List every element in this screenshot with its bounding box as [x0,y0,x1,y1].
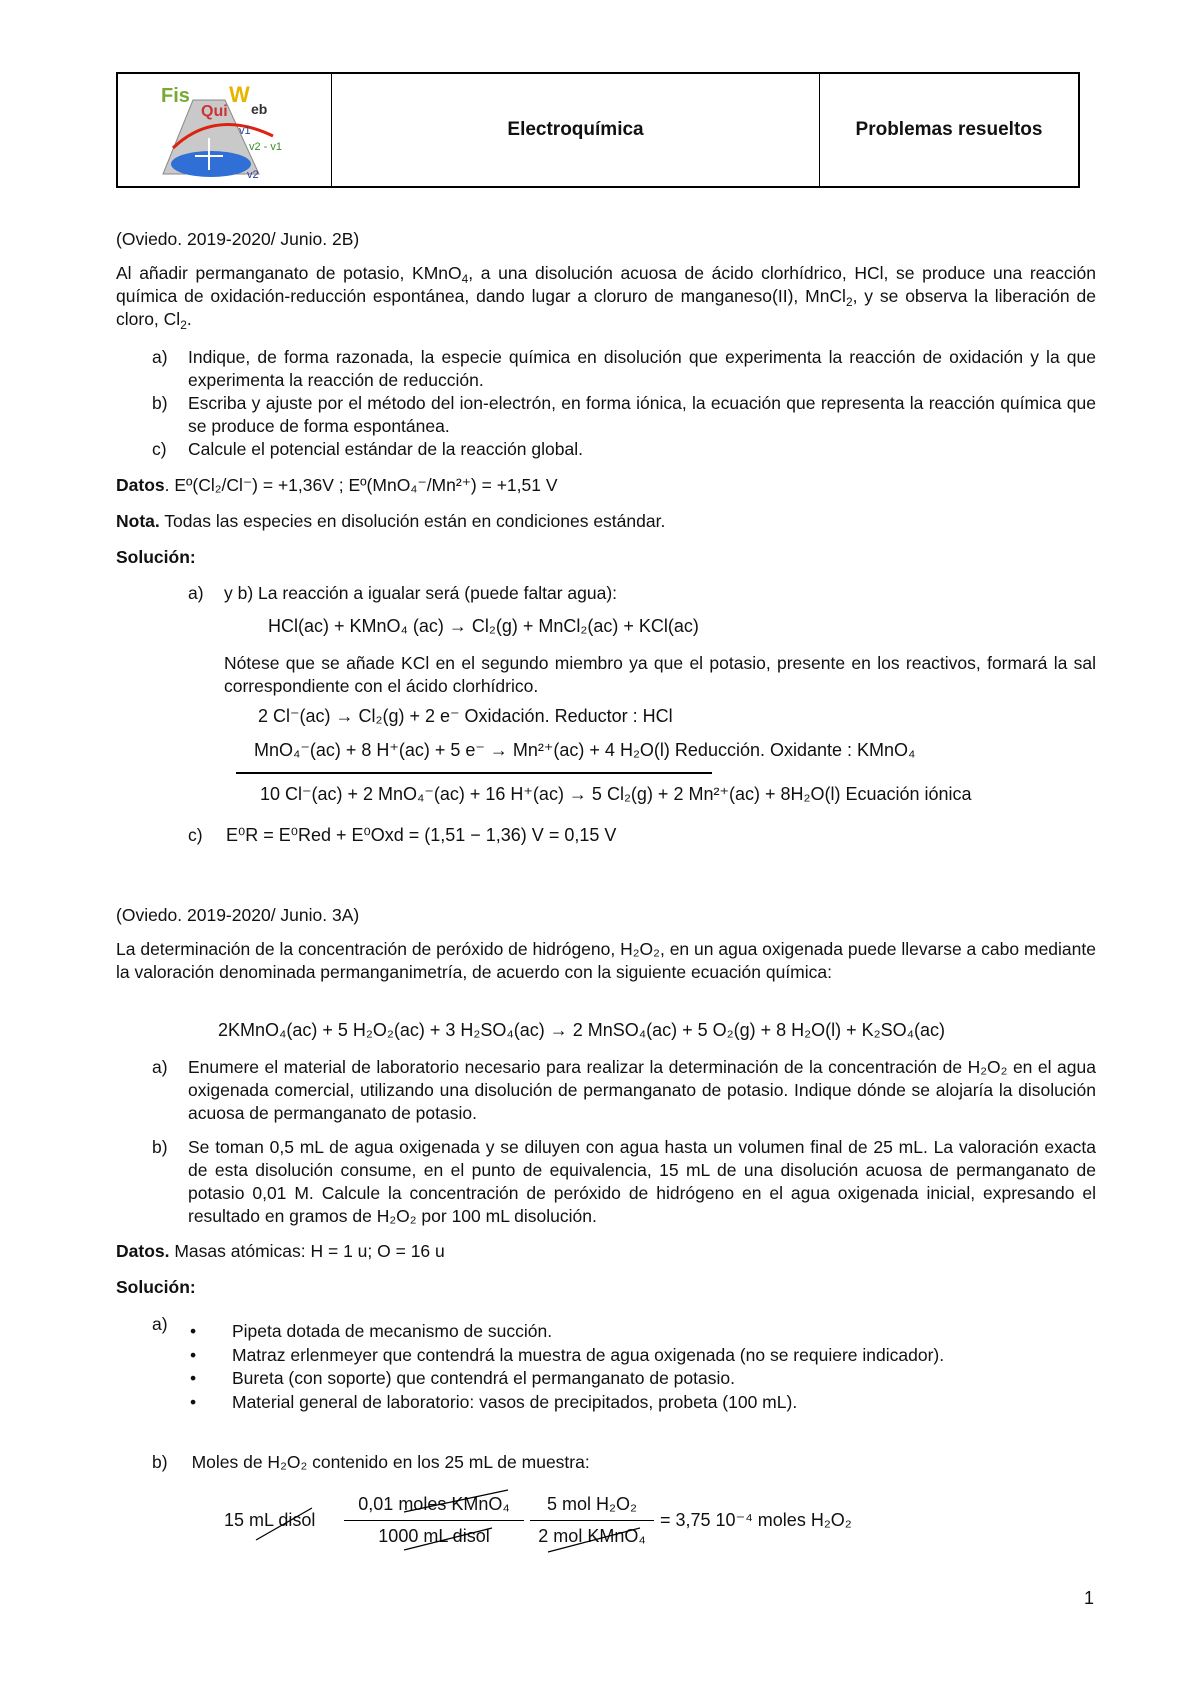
problem1-item-c: c) Calcule el potencial estándar de la reacción global. [152,439,583,459]
problem1-item-b: b) Escriba y ajuste por el método del ion-electrón, en forma iónica, la ecuación que representa la reacción química que se produce de forma espontánea. [152,393,1096,436]
problem1-datos: Datos. Eº(Cl₂/Cl⁻) = +1,36V ; Eº(MnO₄⁻/Mn²⁺) = +1,51 V [116,475,558,495]
problem1-equation-main: HCl(ac) + KMnO₄ (ac) → Cl₂(g) + MnCl₂(ac) + KCl(ac) [268,616,699,636]
svg-text:Qui: Qui [200,103,228,120]
problem2-equation: 2KMnO₄(ac) + 5 H₂O₂(ac) + 3 H₂SO₄(ac) → 2 MnSO₄(ac) + 5 O₂(g) + 8 H₂O(l) + K₂SO₄(ac) [218,1020,945,1040]
problem2-item-a: a) Enumere el material de laboratorio necesario para realizar la determinación de la concentración de H₂O₂ en el agua oxigenada comercial, utilizando una disolución de permanganato de potasio. Indique dónde se alojaría la disolución acuosa de permanganato de potasio. [152,1057,1096,1123]
svg-text:v1: v1 [238,125,251,137]
svg-text:Fis: Fis [160,85,190,107]
problem1-half-reduction: MnO₄⁻(ac) + 8 H⁺(ac) + 5 e⁻ → Mn²⁺(ac) + 4 H₂O(l) Reducción. Oxidante : KMnO₄ [254,740,916,760]
calc-lead: 15 mL disol [224,1510,316,1530]
bullet-icon: • [190,1345,197,1365]
bullet-icon: • [190,1392,197,1412]
problem2-solucion-label: Solución: [116,1277,196,1297]
problem2-sol-a-letter: a) [152,1314,168,1334]
svg-text:W: W [228,82,250,107]
problem1-item-a: a) Indique, de forma razonada, la especie química en disolución que experimenta la reacción de oxidación y la que experimenta la reacción de reducción. [152,347,1096,390]
problem1-global-equation: 10 Cl⁻(ac) + 2 MnO₄⁻(ac) + 16 H⁺(ac) → 5 Cl₂(g) + 2 Mn²⁺(ac) + 8H₂O(l) Ecuación iónica [260,784,972,804]
problem1-intro: Al añadir permanganato de potasio, KMnO$_4$, a una disolución acuosa de ácido clorhídrico, HCl, se produce una reacción química de oxidación-reducción espontánea, dando lugar a cloruro de manganeso(II), MnCl$_2$, y se observa la liberación de cloro, $Cl_2$. [116,263,1096,333]
calc-frac2-denominator: 2 mol KMnO₄ [538,1526,646,1546]
problem1-half-oxidation: 2 Cl⁻(ac) → Cl₂(g) + 2 e⁻ Oxidación. Reductor : HCl [258,706,673,726]
problem1-solucion-label: Solución: [116,547,196,567]
bullet-icon: • [190,1321,197,1341]
problem2-intro: La determinación de la concentración de peróxido de hidrógeno, H₂O₂, en un agua oxigenada puede llevarse a cabo mediante la valoración denominada permanganimetría, de acuerdo con la siguiente ecuación química: [116,939,1096,982]
calc-frac1-denominator: 1000 mL disol [378,1526,490,1546]
problem2-item-b: b) Se toman 0,5 mL de agua oxigenada y se diluyen con agua hasta un volumen final de 25 mL. La valoración exacta de esta disolución consume, en el punto de equivalencia, 15 mL de una disolución acuosa de permanganato de potasio 0,01 M. Calcule la concentración de peróxido de hidrógeno en el agua oxigenada inicial, expresando el resultado en gramos de H₂O₂ por 100 mL disolución. [152,1137,1096,1226]
problem1-source: (Oviedo. 2019-2020/ Junio. 2B) [116,229,360,249]
header-title: Electroquímica [332,74,820,186]
problem2-sol-b: b) Moles de H₂O₂ contenido en los 25 mL de muestra: [152,1452,590,1472]
problem1-note-kcl: Nótese que se añade KCl en el segundo miembro ya que el potasio, presente en los reactivos, formará la sal correspondiente con el ácido clorhídrico. [224,653,1096,696]
calc-frac2-numerator: 5 mol H₂O₂ [547,1494,637,1514]
problem2-source: (Oviedo. 2019-2020/ Junio. 3A) [116,905,360,925]
calc-result: = 3,75 10⁻⁴ moles H₂O₂ [660,1510,852,1530]
header-label: Problemas resueltos [855,119,1043,140]
svg-text:v2 - v1: v2 - v1 [248,141,282,153]
problem1-nota: Nota. Todas las especies en disolución están en condiciones estándar. [116,511,666,531]
problem2-datos: Datos. Masas atómicas: H = 1 u; O = 16 u [116,1241,445,1261]
svg-text:eb: eb [250,101,267,117]
calc-frac1-numerator: 0,01 moles KMnO₄ [358,1494,510,1514]
bullet-icon: • [190,1368,197,1388]
svg-text:v2: v2 [246,169,259,181]
page-number: 1 [1084,1588,1095,1608]
